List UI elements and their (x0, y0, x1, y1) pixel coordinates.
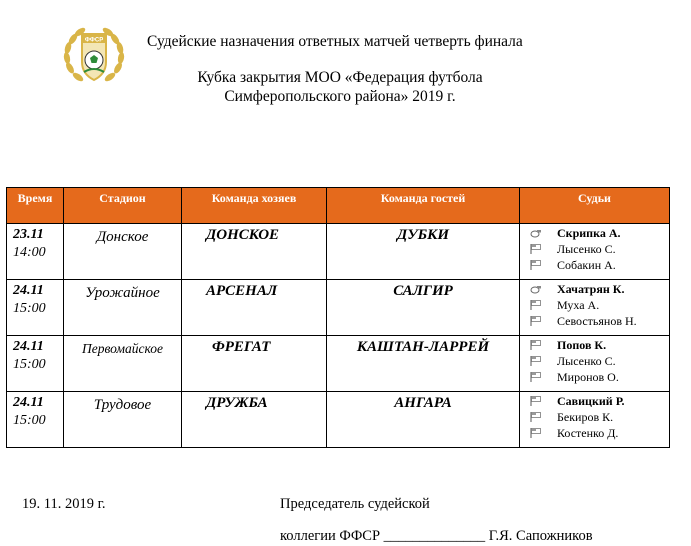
ffsr-logo (60, 22, 128, 90)
signature-title: Председатель судейской (280, 496, 430, 512)
away-team-cell: АНГАРА (327, 392, 520, 448)
referee-name: Севостьянов Н. (557, 314, 637, 328)
referees-cell (520, 336, 670, 392)
flag-icon (530, 316, 542, 326)
referee-name: Хачатрян К. (557, 282, 625, 296)
match-time: 15:00 (13, 357, 46, 372)
home-team-cell: ФРЕГАТ (182, 336, 327, 392)
referee-name: Савицкий Р. (557, 394, 625, 408)
table-row (7, 392, 670, 448)
match-time-cell (7, 336, 64, 392)
document-subtitle (180, 68, 500, 106)
column-header-stadium: Стадион (64, 188, 182, 224)
away-team-cell: КАШТАН-ЛАРРЕЙ (327, 336, 520, 392)
match-time-cell (7, 280, 64, 336)
document-title: Судейские назначения ответных матчей четверть финала (147, 33, 523, 50)
assistant-referee (530, 257, 669, 273)
match-time: 15:00 (13, 413, 46, 428)
away-team-cell: ДУБКИ (327, 224, 520, 280)
whistle-icon (530, 284, 542, 294)
flag-icon (530, 260, 542, 270)
assistant-referee (530, 369, 669, 385)
referees-cell (520, 280, 670, 336)
referee-name: Лысенко С. (557, 242, 616, 256)
flag-icon (530, 412, 542, 422)
subtitle-line-2: Симферопольского района» 2019 г. (224, 88, 456, 105)
column-header-away: Команда гостей (327, 188, 520, 224)
referees-cell (520, 392, 670, 448)
assistant-referee (530, 409, 669, 425)
main-referee (530, 393, 669, 409)
match-date: 24.11 (13, 283, 44, 298)
flag-icon (530, 300, 542, 310)
table-row (7, 224, 670, 280)
table-row (7, 280, 670, 336)
match-date: 24.11 (13, 339, 44, 354)
referee-name: Попов К. (557, 338, 607, 352)
whistle-icon (530, 228, 542, 238)
referee-name: Миронов О. (557, 370, 619, 384)
referee-name: Скрипка А. (557, 226, 621, 240)
match-time-cell (7, 224, 64, 280)
referee-name: Муха А. (557, 298, 600, 312)
flag-icon (530, 340, 542, 350)
assistant-referee (530, 425, 669, 441)
column-header-home: Команда хозяев (182, 188, 327, 224)
match-time: 15:00 (13, 301, 46, 316)
referee-name: Собакин А. (557, 258, 616, 272)
flag-icon (530, 244, 542, 254)
home-team-cell: ДРУЖБА (182, 392, 327, 448)
referee-schedule-table (6, 187, 670, 448)
stadium-cell: Трудовое (64, 392, 182, 448)
column-header-referees: Судьи (520, 188, 670, 224)
assistant-referee (530, 313, 669, 329)
flag-icon (530, 372, 542, 382)
signature-line: коллегии ФФСР ______________ Г.Я. Сапожников (280, 528, 593, 544)
table-row (7, 336, 670, 392)
flag-icon (530, 396, 542, 406)
match-date: 23.11 (13, 227, 44, 242)
assistant-referee (530, 241, 669, 257)
stadium-cell: Урожайное (64, 280, 182, 336)
match-time-cell (7, 392, 64, 448)
away-team-cell: САЛГИР (327, 280, 520, 336)
referee-name: Костенко Д. (557, 426, 619, 440)
subtitle-line-1: Кубка закрытия МОО «Федерация футбола (197, 69, 483, 86)
assistant-referee (530, 297, 669, 313)
main-referee (530, 225, 669, 241)
main-referee (530, 337, 669, 353)
stadium-cell: Первомайское (64, 336, 182, 392)
referee-name: Лысенко С. (557, 354, 616, 368)
table-header-row (7, 188, 670, 224)
home-team-cell: АРСЕНАЛ (182, 280, 327, 336)
referees-cell (520, 224, 670, 280)
flag-icon (530, 356, 542, 366)
referee-name: Бекиров К. (557, 410, 614, 424)
home-team-cell: ДОНСКОЕ (182, 224, 327, 280)
flag-icon (530, 428, 542, 438)
column-header-time: Время (7, 188, 64, 224)
match-time: 14:00 (13, 245, 46, 260)
main-referee (530, 281, 669, 297)
assistant-referee (530, 353, 669, 369)
svg-text:ФФСР: ФФСР (84, 37, 104, 44)
stadium-cell: Донское (64, 224, 182, 280)
document-date: 19. 11. 2019 г. (22, 496, 106, 512)
match-date: 24.11 (13, 395, 44, 410)
